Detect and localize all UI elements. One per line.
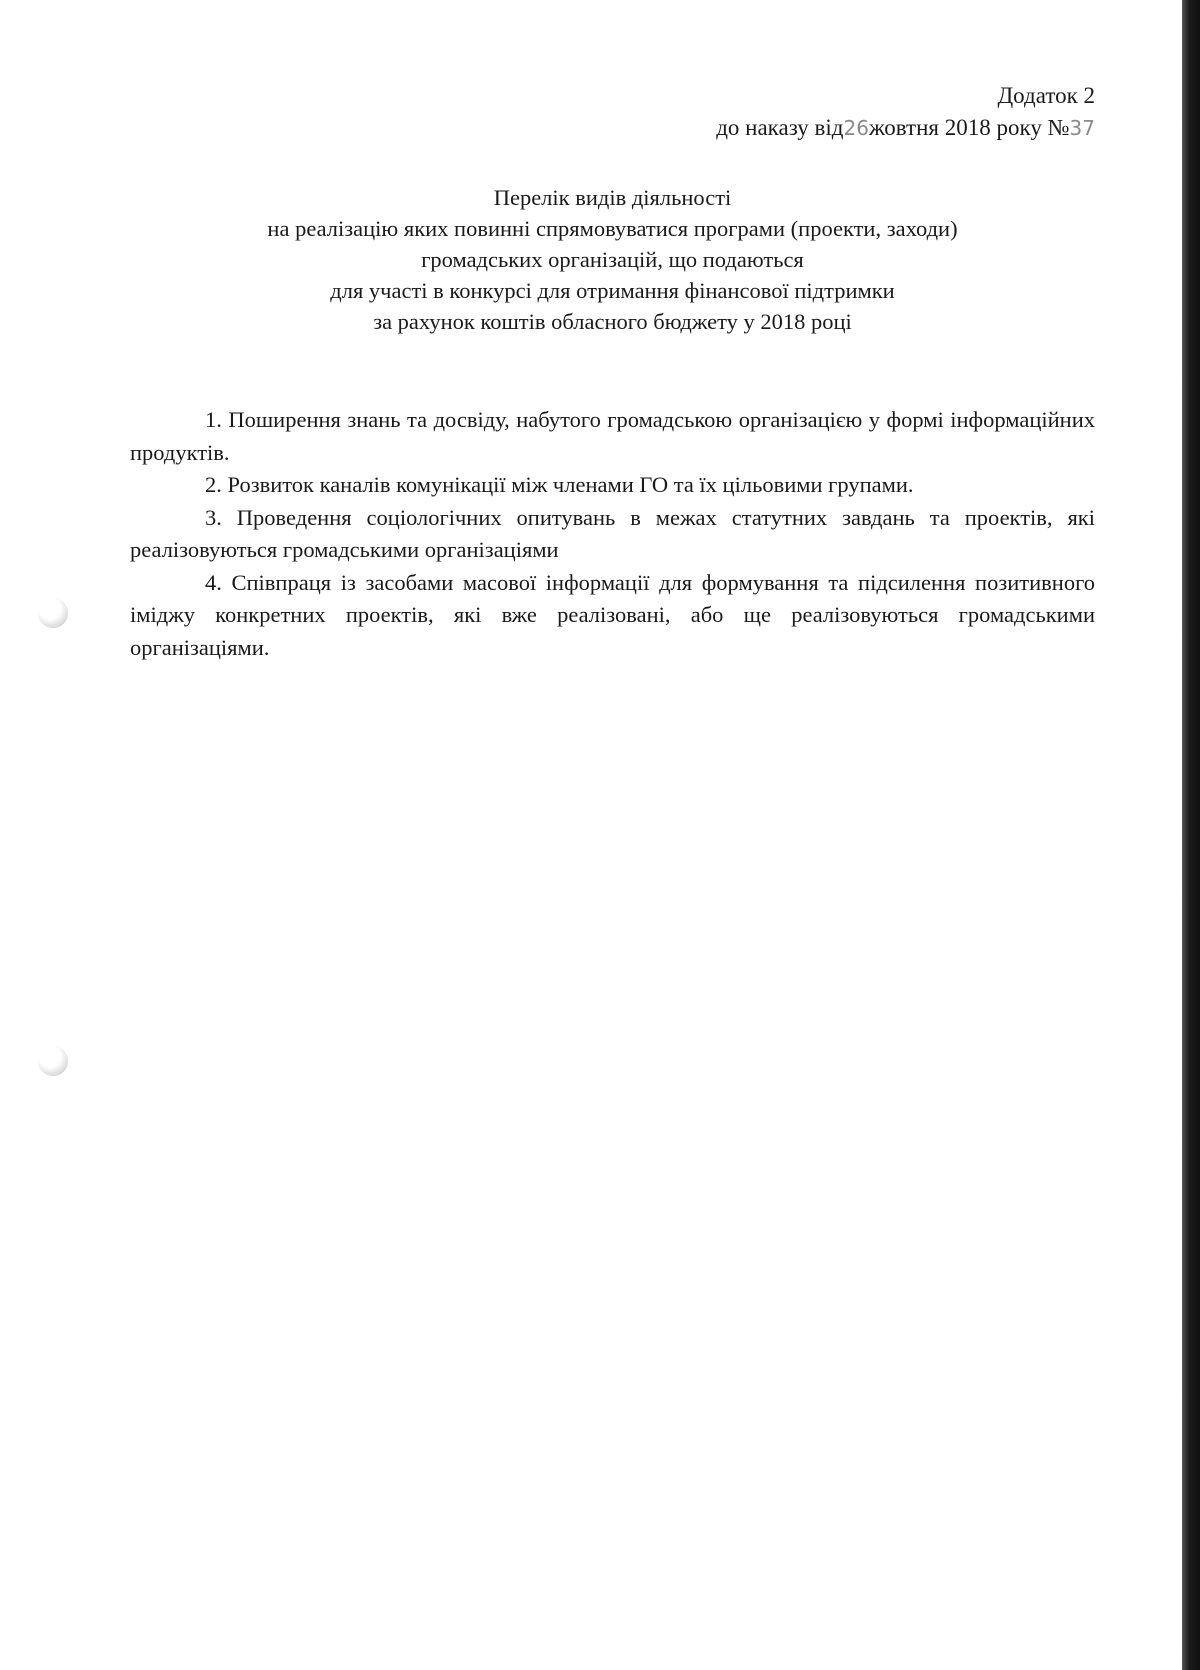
- title-line: громадських організацій, що подаються: [421, 247, 804, 272]
- title-line: за рахунок коштів обласного бюджету у 2018 році: [373, 309, 852, 334]
- order-prefix: до наказу від: [716, 115, 844, 140]
- list-item: 3. Проведення соціологічних опитувань в межах статутних завдань та проектів, які реалізовуються громадськими організаціями: [130, 504, 1095, 562]
- title-line: на реалізацію яких повинні спрямовуватися програми (проекти, заходи): [267, 216, 958, 241]
- punch-hole: [38, 598, 68, 628]
- list-item: 4. Співпраця із засобами масової інформації для формування та підсилення позитивного іміджу конкретних проектів, які вже реалізовані, або ще реалізовуються громадськими організаціями.: [130, 569, 1095, 660]
- scan-edge-shadow: [1182, 0, 1200, 1670]
- document-title: [130, 182, 1095, 337]
- list-item: 1. Поширення знань та досвіду, набутого громадською організацією у формі інформаційних продуктів.: [130, 407, 1095, 465]
- list-item: 2. Розвиток каналів комунікації між членами ГО та їх цільовими групами.: [205, 472, 914, 497]
- activity-list: [130, 404, 1095, 664]
- title-line: для участі в конкурсі для отримання фінансової підтримки: [330, 278, 895, 303]
- punch-hole: [38, 1046, 68, 1076]
- order-middle: жовтня 2018 року №: [868, 115, 1070, 140]
- order-reference: [716, 112, 1095, 144]
- title-line: Перелік видів діяльності: [493, 185, 732, 210]
- handwritten-day: 26: [843, 116, 869, 140]
- handwritten-number: 37: [1069, 116, 1095, 140]
- appendix-label: Додаток 2: [997, 83, 1095, 108]
